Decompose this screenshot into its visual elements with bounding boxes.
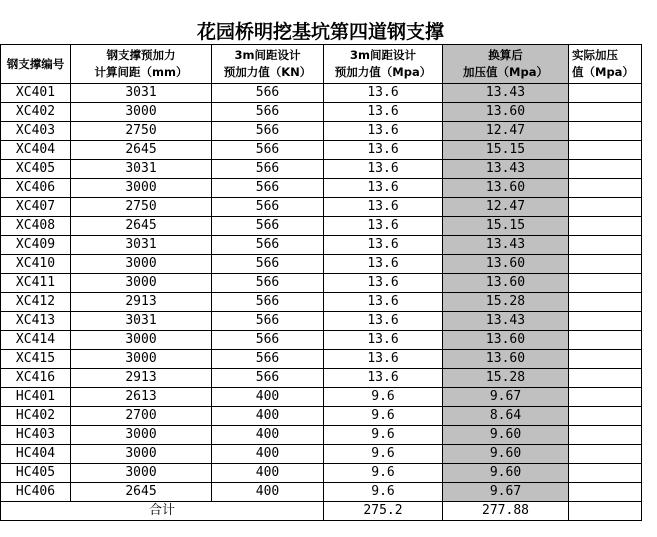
header-support-id[interactable]: 钢支撑编号 [1, 45, 71, 84]
header-calc-spacing[interactable]: 钢支撑预加力 计算间距（mm） [71, 45, 212, 84]
total-actual-empty[interactable] [569, 502, 642, 521]
cell-actual-pressure[interactable] [569, 217, 642, 236]
table-row [1, 160, 642, 179]
cell-calc-spacing[interactable]: 3031 [71, 84, 212, 103]
cell-converted-pressure[interactable]: 13.60 [443, 274, 569, 293]
cell-converted-pressure[interactable]: 13.43 [443, 312, 569, 331]
cell-converted-pressure[interactable]: 9.67 [443, 483, 569, 502]
cell-support-id[interactable]: HC404 [1, 445, 71, 464]
cell-preload-kn[interactable]: 400 [212, 426, 324, 445]
table-row [1, 445, 642, 464]
cell-support-id[interactable]: XC408 [1, 217, 71, 236]
table-row [1, 255, 642, 274]
cell-calc-spacing[interactable]: 2750 [71, 198, 212, 217]
table-row [1, 350, 642, 369]
cell-converted-pressure[interactable]: 13.60 [443, 350, 569, 369]
cell-actual-pressure[interactable] [569, 407, 642, 426]
total-converted-sum[interactable]: 277.88 [443, 502, 569, 521]
cell-calc-spacing[interactable]: 2613 [71, 388, 212, 407]
cell-preload-kn[interactable]: 566 [212, 141, 324, 160]
cell-preload-kn[interactable]: 566 [212, 350, 324, 369]
cell-preload-mpa[interactable]: 13.6 [324, 293, 443, 312]
cell-preload-mpa[interactable]: 9.6 [324, 445, 443, 464]
cell-preload-mpa[interactable]: 9.6 [324, 388, 443, 407]
cell-preload-mpa[interactable]: 13.6 [324, 141, 443, 160]
cell-converted-pressure[interactable]: 13.43 [443, 84, 569, 103]
cell-preload-kn[interactable]: 400 [212, 388, 324, 407]
cell-preload-mpa[interactable]: 13.6 [324, 122, 443, 141]
cell-preload-kn[interactable]: 566 [212, 84, 324, 103]
cell-support-id[interactable]: XC413 [1, 312, 71, 331]
cell-support-id[interactable]: HC401 [1, 388, 71, 407]
cell-converted-pressure[interactable]: 8.64 [443, 407, 569, 426]
cell-preload-mpa[interactable]: 13.6 [324, 274, 443, 293]
cell-support-id[interactable]: XC405 [1, 160, 71, 179]
cell-support-id[interactable]: XC401 [1, 84, 71, 103]
cell-preload-kn[interactable]: 400 [212, 407, 324, 426]
cell-calc-spacing[interactable]: 2645 [71, 217, 212, 236]
cell-converted-pressure[interactable]: 13.60 [443, 103, 569, 122]
cell-calc-spacing[interactable]: 3031 [71, 236, 212, 255]
cell-calc-spacing[interactable]: 2645 [71, 483, 212, 502]
header-design-preload-mpa[interactable]: 3m间距设计 预加力值（Mpa） [324, 45, 443, 84]
table-row [1, 426, 642, 445]
cell-support-id[interactable]: XC414 [1, 331, 71, 350]
cell-converted-pressure[interactable]: 9.60 [443, 445, 569, 464]
cell-actual-pressure[interactable] [569, 103, 642, 122]
cell-support-id[interactable]: XC412 [1, 293, 71, 312]
cell-support-id[interactable]: XC404 [1, 141, 71, 160]
cell-actual-pressure[interactable] [569, 445, 642, 464]
cell-calc-spacing[interactable]: 2645 [71, 141, 212, 160]
header-actual-pressure[interactable]: 实际加压 值（Mpa） [569, 45, 642, 84]
cell-actual-pressure[interactable] [569, 160, 642, 179]
cell-preload-kn[interactable]: 400 [212, 464, 324, 483]
cell-actual-pressure[interactable] [569, 84, 642, 103]
cell-actual-pressure[interactable] [569, 198, 642, 217]
cell-calc-spacing[interactable]: 3000 [71, 445, 212, 464]
cell-actual-pressure[interactable] [569, 426, 642, 445]
cell-calc-spacing[interactable]: 3031 [71, 312, 212, 331]
cell-converted-pressure[interactable]: 12.47 [443, 122, 569, 141]
cell-calc-spacing[interactable]: 3000 [71, 274, 212, 293]
cell-calc-spacing[interactable]: 3000 [71, 350, 212, 369]
cell-converted-pressure[interactable]: 13.60 [443, 255, 569, 274]
cell-actual-pressure[interactable] [569, 255, 642, 274]
cell-preload-mpa[interactable]: 9.6 [324, 407, 443, 426]
table-row [1, 293, 642, 312]
cell-preload-mpa[interactable]: 13.6 [324, 103, 443, 122]
cell-preload-mpa[interactable]: 13.6 [324, 84, 443, 103]
cell-actual-pressure[interactable] [569, 331, 642, 350]
table-row [1, 331, 642, 350]
cell-actual-pressure[interactable] [569, 236, 642, 255]
table-row [1, 388, 642, 407]
cell-actual-pressure[interactable] [569, 122, 642, 141]
cell-preload-mpa[interactable]: 13.6 [324, 369, 443, 388]
header-design-preload-kn[interactable]: 3m间距设计 预加力值（KN） [212, 45, 324, 84]
cell-converted-pressure[interactable]: 12.47 [443, 198, 569, 217]
cell-actual-pressure[interactable] [569, 369, 642, 388]
cell-support-id[interactable]: XC410 [1, 255, 71, 274]
cell-calc-spacing[interactable]: 3000 [71, 255, 212, 274]
total-design-sum[interactable]: 275.2 [324, 502, 443, 521]
cell-converted-pressure[interactable]: 13.60 [443, 179, 569, 198]
header-row [1, 45, 642, 84]
cell-preload-mpa[interactable]: 13.6 [324, 179, 443, 198]
cell-calc-spacing[interactable]: 2913 [71, 369, 212, 388]
table-row [1, 312, 642, 331]
cell-preload-kn[interactable]: 566 [212, 274, 324, 293]
cell-calc-spacing[interactable]: 3000 [71, 331, 212, 350]
cell-preload-kn[interactable]: 566 [212, 312, 324, 331]
cell-preload-mpa[interactable]: 13.6 [324, 255, 443, 274]
cell-preload-mpa[interactable]: 13.6 [324, 217, 443, 236]
cell-support-id[interactable]: XC407 [1, 198, 71, 217]
sheet-title: 花园桥明挖基坑第四道钢支撑 [196, 21, 444, 43]
cell-preload-mpa[interactable]: 13.6 [324, 350, 443, 369]
cell-preload-kn[interactable]: 566 [212, 255, 324, 274]
cell-actual-pressure[interactable] [569, 464, 642, 483]
cell-converted-pressure[interactable]: 15.28 [443, 293, 569, 312]
cell-preload-kn[interactable]: 566 [212, 160, 324, 179]
cell-calc-spacing[interactable]: 2700 [71, 407, 212, 426]
table-row [1, 141, 642, 160]
cell-preload-kn[interactable]: 566 [212, 217, 324, 236]
cell-preload-mpa[interactable]: 9.6 [324, 464, 443, 483]
cell-calc-spacing[interactable]: 3031 [71, 160, 212, 179]
total-row [1, 502, 642, 521]
cell-converted-pressure[interactable]: 9.60 [443, 464, 569, 483]
cell-preload-mpa[interactable]: 13.6 [324, 198, 443, 217]
cell-preload-kn[interactable]: 400 [212, 445, 324, 464]
cell-converted-pressure[interactable]: 13.43 [443, 160, 569, 179]
cell-converted-pressure[interactable]: 9.60 [443, 426, 569, 445]
cell-calc-spacing[interactable]: 3000 [71, 179, 212, 198]
cell-converted-pressure[interactable]: 13.60 [443, 331, 569, 350]
cell-preload-kn[interactable]: 566 [212, 179, 324, 198]
cell-actual-pressure[interactable] [569, 312, 642, 331]
table-row [1, 483, 642, 502]
cell-preload-mpa[interactable]: 13.6 [324, 331, 443, 350]
table-row [1, 103, 642, 122]
cell-preload-mpa[interactable]: 9.6 [324, 483, 443, 502]
cell-support-id[interactable]: XC415 [1, 350, 71, 369]
cell-support-id[interactable]: HC405 [1, 464, 71, 483]
cell-support-id[interactable]: XC403 [1, 122, 71, 141]
table-row [1, 236, 642, 255]
cell-actual-pressure[interactable] [569, 483, 642, 502]
cell-preload-kn[interactable]: 566 [212, 198, 324, 217]
table-row [1, 198, 642, 217]
header-converted-pressure[interactable]: 换算后 加压值（Mpa） [443, 45, 569, 84]
cell-support-id[interactable]: HC406 [1, 483, 71, 502]
cell-preload-kn[interactable]: 566 [212, 236, 324, 255]
table-row [1, 369, 642, 388]
cell-support-id[interactable]: XC416 [1, 369, 71, 388]
cell-preload-kn[interactable]: 566 [212, 293, 324, 312]
cell-preload-kn[interactable]: 566 [212, 369, 324, 388]
table-row [1, 464, 642, 483]
cell-converted-pressure[interactable]: 13.43 [443, 236, 569, 255]
cell-preload-kn[interactable]: 566 [212, 122, 324, 141]
cell-support-id[interactable]: HC402 [1, 407, 71, 426]
table-row [1, 179, 642, 198]
cell-converted-pressure[interactable]: 15.28 [443, 369, 569, 388]
table-row [1, 84, 642, 103]
cell-support-id[interactable]: XC411 [1, 274, 71, 293]
cell-preload-mpa[interactable]: 13.6 [324, 160, 443, 179]
cell-preload-mpa[interactable]: 9.6 [324, 426, 443, 445]
cell-calc-spacing[interactable]: 2750 [71, 122, 212, 141]
cell-converted-pressure[interactable]: 15.15 [443, 141, 569, 160]
cell-preload-kn[interactable]: 566 [212, 103, 324, 122]
cell-converted-pressure[interactable]: 9.67 [443, 388, 569, 407]
cell-actual-pressure[interactable] [569, 141, 642, 160]
cell-calc-spacing[interactable]: 3000 [71, 426, 212, 445]
cell-calc-spacing[interactable]: 2913 [71, 293, 212, 312]
total-label[interactable]: 合计 [1, 502, 324, 521]
cell-actual-pressure[interactable] [569, 388, 642, 407]
cell-preload-mpa[interactable]: 13.6 [324, 312, 443, 331]
cell-calc-spacing[interactable]: 3000 [71, 103, 212, 122]
cell-preload-mpa[interactable]: 13.6 [324, 236, 443, 255]
cell-preload-kn[interactable]: 400 [212, 483, 324, 502]
table-row [1, 217, 642, 236]
cell-actual-pressure[interactable] [569, 179, 642, 198]
cell-support-id[interactable]: HC403 [1, 426, 71, 445]
cell-support-id[interactable]: XC406 [1, 179, 71, 198]
cell-actual-pressure[interactable] [569, 293, 642, 312]
table-row [1, 122, 642, 141]
cell-actual-pressure[interactable] [569, 274, 642, 293]
cell-calc-spacing[interactable]: 3000 [71, 464, 212, 483]
cell-actual-pressure[interactable] [569, 350, 642, 369]
steel-support-table [0, 44, 642, 521]
cell-converted-pressure[interactable]: 15.15 [443, 217, 569, 236]
cell-support-id[interactable]: XC409 [1, 236, 71, 255]
cell-preload-kn[interactable]: 566 [212, 331, 324, 350]
table-row [1, 274, 642, 293]
table-row [1, 407, 642, 426]
cell-support-id[interactable]: XC402 [1, 103, 71, 122]
